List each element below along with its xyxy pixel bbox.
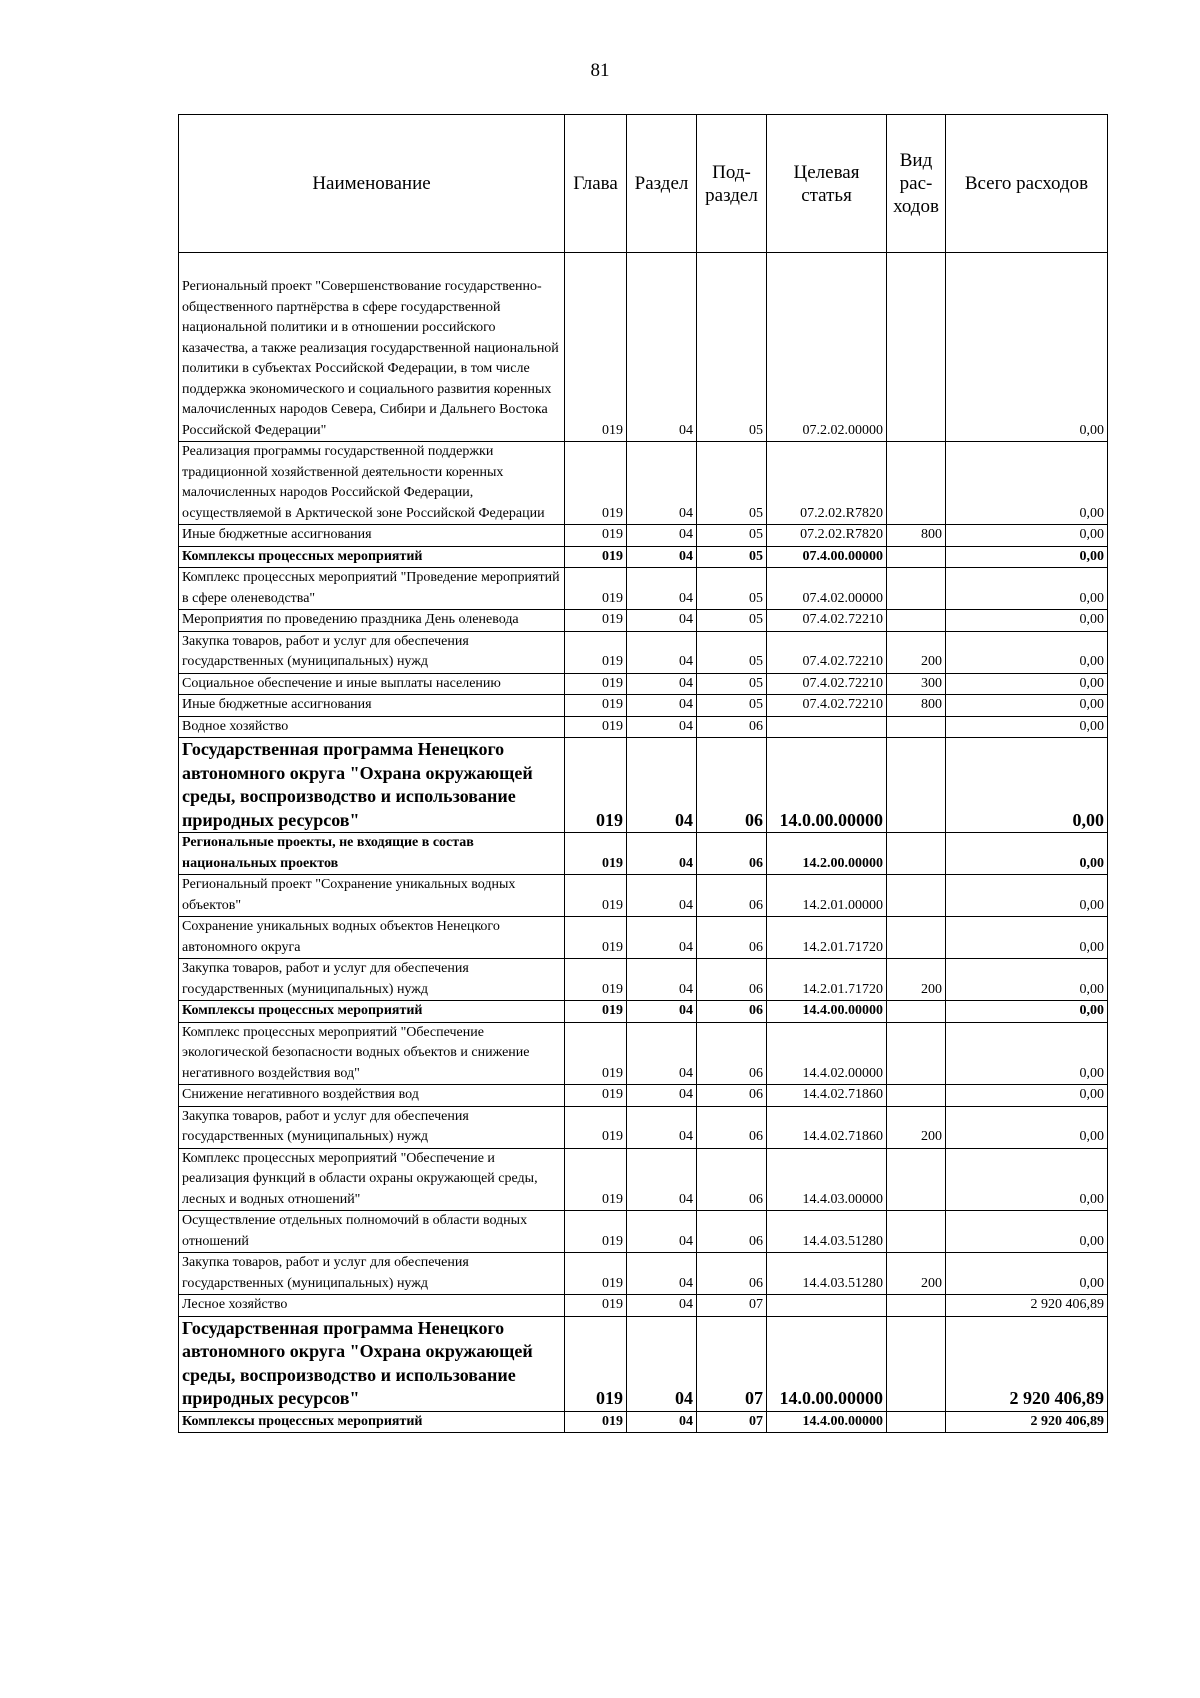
cell-vid [887, 833, 946, 875]
cell-celevaya: 14.4.03.51280 [767, 1211, 887, 1253]
cell-razdel: 04 [627, 917, 697, 959]
table-row [179, 695, 1108, 717]
cell-total: 2 920 406,89 [946, 1411, 1108, 1433]
cell-podrazdel: 05 [697, 631, 767, 673]
cell-razdel: 04 [627, 1411, 697, 1433]
table-row [179, 253, 1108, 442]
cell-total: 0,00 [946, 442, 1108, 525]
table-row [179, 959, 1108, 1001]
table-row [179, 833, 1108, 875]
table-row [179, 1022, 1108, 1085]
cell-name: Иные бюджетные ассигнования [179, 525, 565, 547]
cell-razdel: 04 [627, 1148, 697, 1211]
table-row [179, 875, 1108, 917]
cell-vid [887, 738, 946, 833]
cell-vid [887, 1316, 946, 1411]
cell-name: Комплекс процессных мероприятий "Проведение мероприятий в сфере оленеводства" [179, 568, 565, 610]
cell-celevaya: 14.2.01.71720 [767, 917, 887, 959]
cell-celevaya: 07.4.02.00000 [767, 568, 887, 610]
cell-name: Лесное хозяйство [179, 1295, 565, 1317]
cell-razdel: 04 [627, 546, 697, 568]
cell-name: Государственная программа Ненецкого автономного округа "Охрана окружающей среды, воспроизводство и использование природных ресурсов" [179, 738, 565, 833]
cell-vid [887, 568, 946, 610]
cell-celevaya: 07.4.02.72210 [767, 610, 887, 632]
cell-razdel: 04 [627, 568, 697, 610]
budget-table [178, 114, 1108, 1433]
cell-podrazdel: 06 [697, 833, 767, 875]
header-name: Наименование [179, 115, 565, 253]
cell-podrazdel: 06 [697, 917, 767, 959]
cell-podrazdel: 05 [697, 610, 767, 632]
cell-total: 0,00 [946, 673, 1108, 695]
cell-glava: 019 [565, 1085, 627, 1107]
cell-vid [887, 1148, 946, 1211]
cell-podrazdel: 07 [697, 1316, 767, 1411]
cell-total: 0,00 [946, 525, 1108, 547]
cell-name: Комплекс процессных мероприятий "Обеспечение экологической безопасности водных объектов и снижение негативного воздействия вод" [179, 1022, 565, 1085]
cell-celevaya [767, 716, 887, 738]
cell-glava: 019 [565, 568, 627, 610]
cell-name: Мероприятия по проведению праздника День оленевода [179, 610, 565, 632]
cell-glava: 019 [565, 1148, 627, 1211]
table-row [179, 673, 1108, 695]
cell-podrazdel: 05 [697, 546, 767, 568]
cell-podrazdel: 05 [697, 253, 767, 442]
cell-total: 0,00 [946, 917, 1108, 959]
cell-total: 0,00 [946, 1085, 1108, 1107]
cell-total: 2 920 406,89 [946, 1295, 1108, 1317]
cell-razdel: 04 [627, 716, 697, 738]
cell-glava: 019 [565, 1295, 627, 1317]
table-row [179, 631, 1108, 673]
cell-podrazdel: 06 [697, 1211, 767, 1253]
cell-vid [887, 442, 946, 525]
cell-celevaya: 14.4.02.71860 [767, 1106, 887, 1148]
cell-total: 0,00 [946, 631, 1108, 673]
cell-celevaya: 14.4.03.51280 [767, 1253, 887, 1295]
cell-total: 0,00 [946, 1001, 1108, 1023]
cell-glava: 019 [565, 1211, 627, 1253]
cell-name: Комплексы процессных мероприятий [179, 1001, 565, 1023]
cell-razdel: 04 [627, 695, 697, 717]
cell-celevaya: 14.4.02.71860 [767, 1085, 887, 1107]
cell-name: Закупка товаров, работ и услуг для обеспечения государственных (муниципальных) нужд [179, 1106, 565, 1148]
cell-podrazdel: 05 [697, 568, 767, 610]
table-row [179, 1316, 1108, 1411]
cell-podrazdel: 06 [697, 1085, 767, 1107]
header-row [179, 115, 1108, 253]
cell-glava: 019 [565, 959, 627, 1001]
cell-name: Сохранение уникальных водных объектов Ненецкого автономного округа [179, 917, 565, 959]
cell-celevaya: 14.4.02.00000 [767, 1022, 887, 1085]
cell-celevaya: 14.4.00.00000 [767, 1411, 887, 1433]
cell-glava: 019 [565, 875, 627, 917]
cell-celevaya: 14.2.01.71720 [767, 959, 887, 1001]
header-celevaya: Целевая статья [767, 115, 887, 253]
cell-glava: 019 [565, 546, 627, 568]
cell-celevaya [767, 1295, 887, 1317]
cell-vid [887, 1022, 946, 1085]
table-row [179, 716, 1108, 738]
cell-glava: 019 [565, 738, 627, 833]
cell-total: 0,00 [946, 1148, 1108, 1211]
cell-vid [887, 1411, 946, 1433]
cell-glava: 019 [565, 1022, 627, 1085]
cell-vid [887, 1001, 946, 1023]
cell-vid: 800 [887, 695, 946, 717]
page-number: 81 [590, 60, 610, 81]
cell-vid: 800 [887, 525, 946, 547]
cell-vid: 300 [887, 673, 946, 695]
cell-podrazdel: 07 [697, 1295, 767, 1317]
cell-glava: 019 [565, 1411, 627, 1433]
table-row [179, 442, 1108, 525]
cell-glava: 019 [565, 695, 627, 717]
cell-celevaya: 07.4.00.00000 [767, 546, 887, 568]
cell-vid [887, 875, 946, 917]
cell-name: Комплексы процессных мероприятий [179, 546, 565, 568]
cell-vid [887, 610, 946, 632]
cell-total: 0,00 [946, 1253, 1108, 1295]
cell-glava: 019 [565, 673, 627, 695]
cell-razdel: 04 [627, 1295, 697, 1317]
table-row [179, 1211, 1108, 1253]
cell-vid [887, 1295, 946, 1317]
cell-vid: 200 [887, 631, 946, 673]
cell-glava: 019 [565, 442, 627, 525]
cell-name: Социальное обеспечение и иные выплаты населению [179, 673, 565, 695]
cell-total: 0,00 [946, 568, 1108, 610]
cell-podrazdel: 06 [697, 875, 767, 917]
header-glava: Глава [565, 115, 627, 253]
table-row [179, 1001, 1108, 1023]
table-row [179, 1148, 1108, 1211]
cell-name: Реализация программы государственной поддержки традиционной хозяйственной деятельности коренных малочисленных народов Российской Федерации, осуществляемой в Арктической зоне Российской Федерации [179, 442, 565, 525]
cell-total: 0,00 [946, 546, 1108, 568]
table-row [179, 546, 1108, 568]
cell-vid: 200 [887, 1253, 946, 1295]
table-body [179, 253, 1108, 1433]
cell-total: 0,00 [946, 716, 1108, 738]
cell-name: Комплексы процессных мероприятий [179, 1411, 565, 1433]
cell-podrazdel: 06 [697, 1253, 767, 1295]
cell-podrazdel: 05 [697, 442, 767, 525]
cell-celevaya: 14.2.00.00000 [767, 833, 887, 875]
header-razdel: Раздел [627, 115, 697, 253]
cell-razdel: 04 [627, 1001, 697, 1023]
cell-name: Комплекс процессных мероприятий "Обеспечение и реализация функций в области охраны окружающей среды, лесных и водных отношений" [179, 1148, 565, 1211]
header-podrazdel: Под-раздел [697, 115, 767, 253]
cell-podrazdel: 06 [697, 1148, 767, 1211]
cell-podrazdel: 06 [697, 716, 767, 738]
cell-celevaya: 07.4.02.72210 [767, 631, 887, 673]
cell-podrazdel: 06 [697, 1001, 767, 1023]
cell-vid [887, 1211, 946, 1253]
cell-vid [887, 917, 946, 959]
cell-glava: 019 [565, 525, 627, 547]
cell-glava: 019 [565, 917, 627, 959]
cell-name: Закупка товаров, работ и услуг для обеспечения государственных (муниципальных) нужд [179, 631, 565, 673]
cell-celevaya: 14.0.00.00000 [767, 1316, 887, 1411]
table-row [179, 525, 1108, 547]
cell-name: Государственная программа Ненецкого автономного округа "Охрана окружающей среды, воспроизводство и использование природных ресурсов" [179, 1316, 565, 1411]
cell-total: 0,00 [946, 1106, 1108, 1148]
cell-vid [887, 716, 946, 738]
header-total: Всего расходов [946, 115, 1108, 253]
cell-glava: 019 [565, 833, 627, 875]
cell-razdel: 04 [627, 833, 697, 875]
table-row [179, 738, 1108, 833]
cell-name: Иные бюджетные ассигнования [179, 695, 565, 717]
cell-razdel: 04 [627, 1253, 697, 1295]
cell-razdel: 04 [627, 525, 697, 547]
header-vid: Вид рас-ходов [887, 115, 946, 253]
cell-name: Снижение негативного воздействия вод [179, 1085, 565, 1107]
cell-total: 0,00 [946, 738, 1108, 833]
cell-total: 0,00 [946, 833, 1108, 875]
cell-glava: 019 [565, 253, 627, 442]
cell-name: Региональный проект "Совершенствование государственно-общественного партнёрства в сфере государственной национальной политики и в отношении российского казачества, а также реализация государственной национальной политики в субъектах Российской Федерации, в том числе поддержка экономического и социального развития коренных малочисленных народов Севера, Сибири и Дальнего Востока Российской Федерации" [179, 253, 565, 442]
cell-razdel: 04 [627, 1316, 697, 1411]
cell-podrazdel: 06 [697, 959, 767, 1001]
cell-name: Закупка товаров, работ и услуг для обеспечения государственных (муниципальных) нужд [179, 959, 565, 1001]
cell-vid: 200 [887, 959, 946, 1001]
cell-celevaya: 14.4.03.00000 [767, 1148, 887, 1211]
cell-total: 0,00 [946, 1022, 1108, 1085]
table-row [179, 610, 1108, 632]
cell-vid [887, 1085, 946, 1107]
cell-glava: 019 [565, 631, 627, 673]
cell-total: 0,00 [946, 1211, 1108, 1253]
cell-total: 0,00 [946, 695, 1108, 717]
cell-celevaya: 07.4.02.72210 [767, 695, 887, 717]
cell-podrazdel: 06 [697, 1106, 767, 1148]
cell-name: Закупка товаров, работ и услуг для обеспечения государственных (муниципальных) нужд [179, 1253, 565, 1295]
cell-podrazdel: 06 [697, 1022, 767, 1085]
cell-celevaya: 07.2.02.00000 [767, 253, 887, 442]
cell-total: 0,00 [946, 875, 1108, 917]
table-row [179, 1411, 1108, 1433]
cell-razdel: 04 [627, 442, 697, 525]
cell-name: Водное хозяйство [179, 716, 565, 738]
cell-total: 0,00 [946, 253, 1108, 442]
cell-celevaya: 07.2.02.R7820 [767, 525, 887, 547]
cell-vid: 200 [887, 1106, 946, 1148]
cell-glava: 019 [565, 1253, 627, 1295]
table-row [179, 1295, 1108, 1317]
cell-razdel: 04 [627, 1085, 697, 1107]
cell-podrazdel: 06 [697, 738, 767, 833]
cell-razdel: 04 [627, 1106, 697, 1148]
cell-razdel: 04 [627, 959, 697, 1001]
cell-celevaya: 14.0.00.00000 [767, 738, 887, 833]
cell-razdel: 04 [627, 1022, 697, 1085]
cell-vid [887, 546, 946, 568]
cell-razdel: 04 [627, 1211, 697, 1253]
cell-total: 2 920 406,89 [946, 1316, 1108, 1411]
cell-total: 0,00 [946, 959, 1108, 1001]
cell-celevaya: 07.4.02.72210 [767, 673, 887, 695]
cell-razdel: 04 [627, 631, 697, 673]
cell-razdel: 04 [627, 875, 697, 917]
cell-razdel: 04 [627, 253, 697, 442]
table-row [179, 917, 1108, 959]
cell-glava: 019 [565, 1316, 627, 1411]
cell-name: Региональный проект "Сохранение уникальных водных объектов" [179, 875, 565, 917]
cell-podrazdel: 07 [697, 1411, 767, 1433]
cell-podrazdel: 05 [697, 525, 767, 547]
cell-celevaya: 14.4.00.00000 [767, 1001, 887, 1023]
cell-celevaya: 14.2.01.00000 [767, 875, 887, 917]
cell-glava: 019 [565, 716, 627, 738]
cell-name: Осуществление отдельных полномочий в области водных отношений [179, 1211, 565, 1253]
table-row [179, 568, 1108, 610]
cell-razdel: 04 [627, 738, 697, 833]
cell-glava: 019 [565, 1001, 627, 1023]
cell-celevaya: 07.2.02.R7820 [767, 442, 887, 525]
cell-podrazdel: 05 [697, 695, 767, 717]
cell-vid [887, 253, 946, 442]
table-row [179, 1253, 1108, 1295]
cell-razdel: 04 [627, 610, 697, 632]
cell-glava: 019 [565, 1106, 627, 1148]
table-row [179, 1106, 1108, 1148]
cell-razdel: 04 [627, 673, 697, 695]
cell-total: 0,00 [946, 610, 1108, 632]
cell-name: Региональные проекты, не входящие в состав национальных проектов [179, 833, 565, 875]
table-row [179, 1085, 1108, 1107]
cell-podrazdel: 05 [697, 673, 767, 695]
cell-glava: 019 [565, 610, 627, 632]
